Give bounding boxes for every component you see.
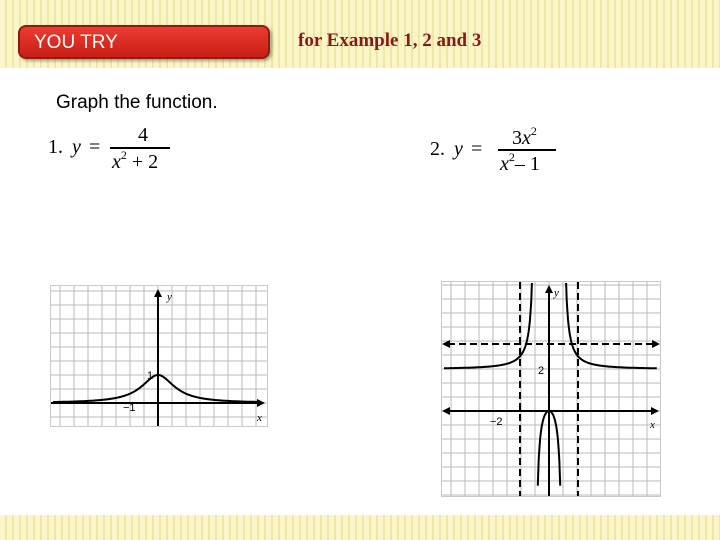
equation-lhs: y [72, 136, 81, 158]
instruction-text: Graph the function. [56, 92, 218, 113]
you-try-banner [18, 25, 270, 59]
grid-lines [442, 282, 660, 496]
equation-lhs: y [454, 138, 463, 160]
problem-number: 2. [430, 138, 445, 160]
banner-label: YOU TRY [34, 32, 118, 53]
problem-number: 1. [48, 136, 63, 158]
x-axis-label: x [650, 419, 655, 431]
fraction-denominator: $x^2 + 2$ [112, 148, 159, 173]
y-axis-label: y [167, 291, 172, 303]
equals-sign: = [89, 136, 101, 158]
x-axis-label: x [257, 412, 262, 424]
graph-2 [441, 281, 661, 497]
x-tick-label: −1 [123, 402, 136, 414]
y-tick-label: 1 [147, 370, 154, 382]
function-curve-2-right-branch [566, 283, 657, 368]
fraction-numerator: $3x^2$ [512, 124, 537, 149]
y-axis-label: y [554, 287, 559, 299]
graph-1 [50, 285, 268, 427]
y-axis [154, 289, 162, 426]
problem-2-equation [430, 124, 580, 174]
x-tick-label: −2 [490, 416, 503, 428]
y-axis [545, 285, 553, 496]
equals-sign: = [471, 138, 483, 160]
fraction-denominator: $x^2-$ 1 [500, 150, 540, 175]
example-subtitle: for Example 1, 2 and 3 [298, 30, 482, 51]
problem-1-equation [48, 124, 188, 174]
fraction-numerator: 4 [138, 124, 148, 146]
footer-band [0, 515, 720, 540]
y-tick-label: 2 [538, 365, 545, 377]
